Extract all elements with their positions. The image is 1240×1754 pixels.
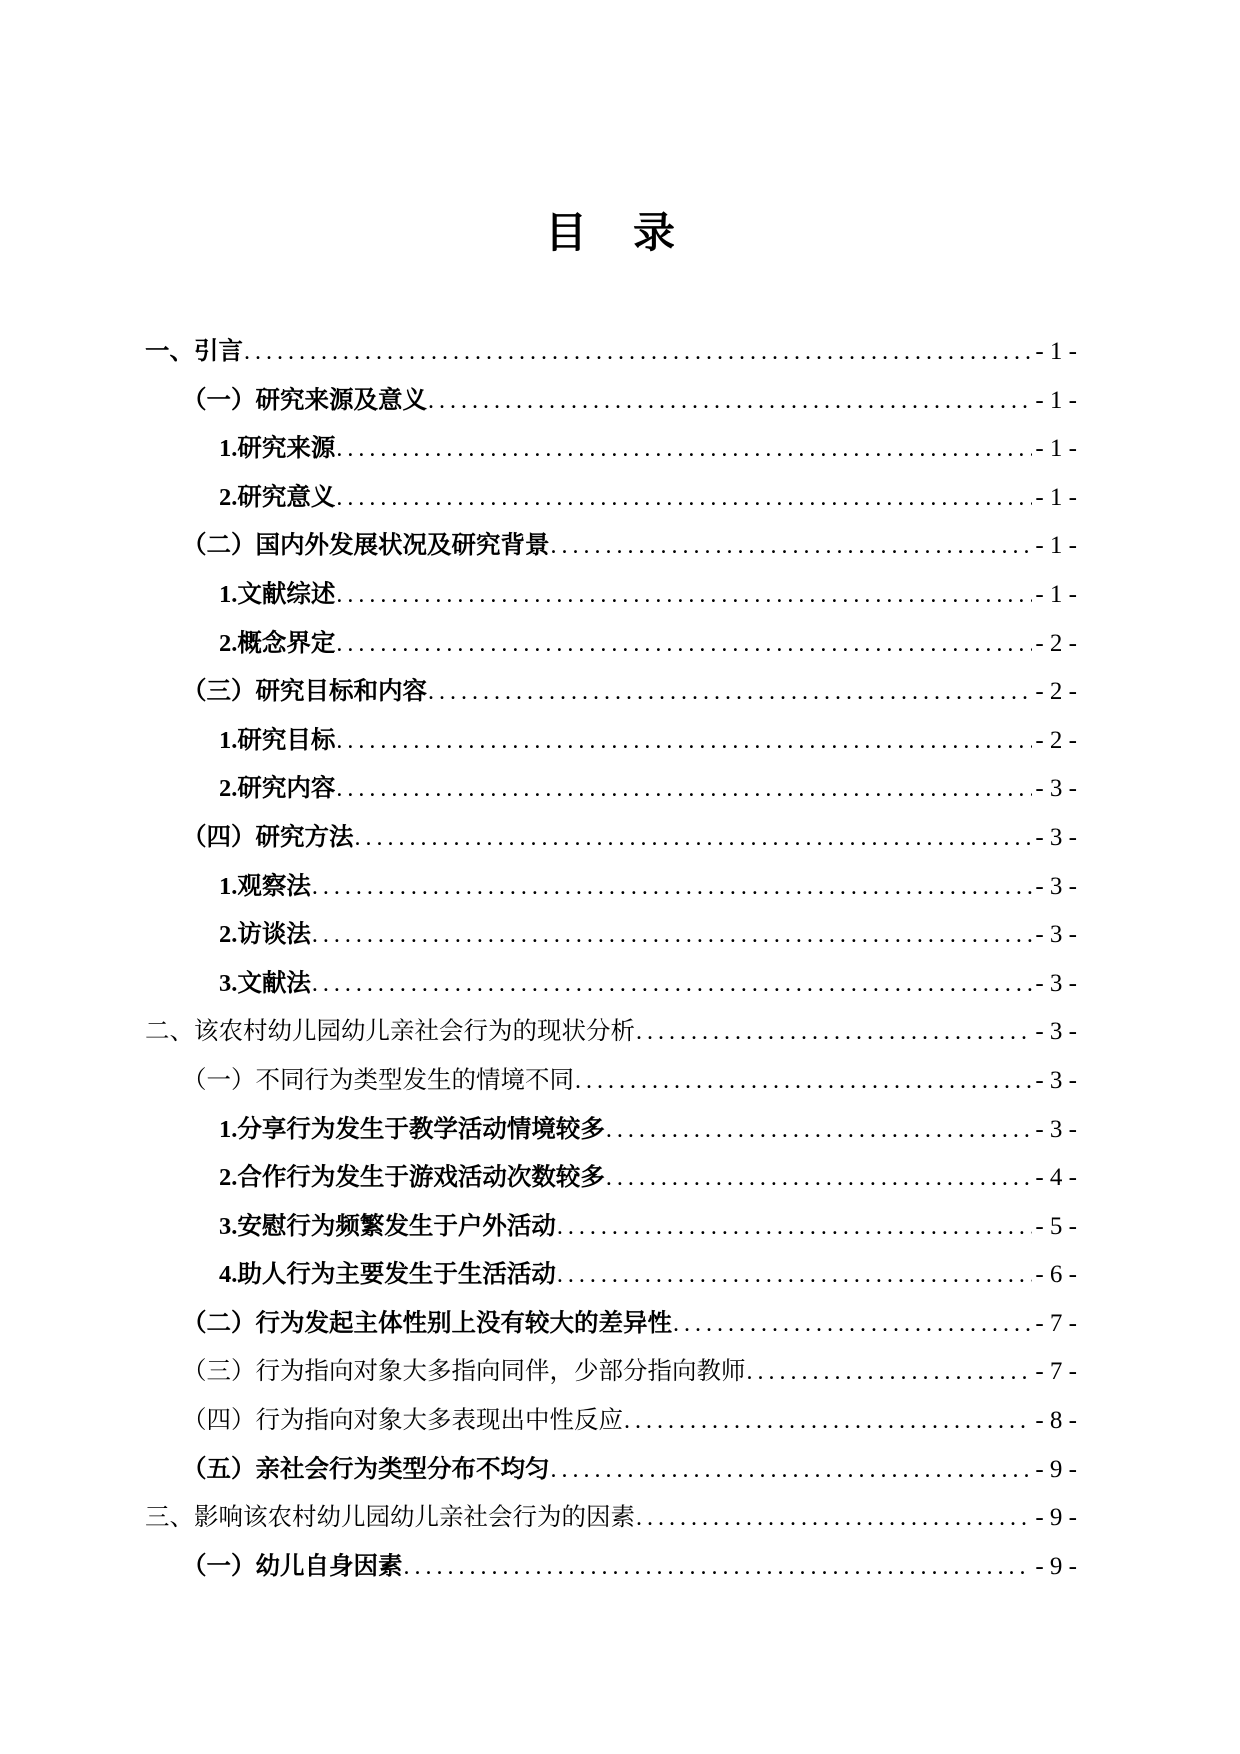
toc-entry-page: - 7 -: [1035, 1309, 1077, 1337]
toc-entry-label: （一）不同行为类型发生的情境不同: [182, 1066, 574, 1094]
toc-entry-label: 1.观察法: [219, 872, 311, 900]
toc-entry-page: - 9 -: [1035, 1455, 1077, 1483]
toc-entry-label: 1.研究来源: [219, 435, 336, 463]
toc-entry-label: 1.研究目标: [219, 726, 336, 754]
toc-entry-label: 二、该农村幼儿园幼儿亲社会行为的现状分析: [145, 1018, 635, 1046]
toc-entry: [145, 1106, 1077, 1155]
toc-leader-dots: [336, 571, 1032, 620]
toc-leader-dots: [312, 960, 1032, 1009]
toc-entry-label: 2.研究内容: [219, 775, 336, 803]
toc-entry-label: （三）行为指向对象大多指向同伴，少部分指向教师: [182, 1358, 746, 1386]
toc-entry: [145, 1446, 1077, 1495]
toc-leader-dots: [636, 1008, 1032, 1057]
toc-leader-dots: [428, 377, 1032, 426]
toc-entry: [145, 717, 1077, 766]
toc-entry: [145, 960, 1077, 1009]
toc-entry-page: - 3 -: [1035, 775, 1077, 803]
toc-entry-label: 2.概念界定: [219, 629, 336, 657]
toc-entry-page: - 2 -: [1035, 629, 1077, 657]
toc-leader-dots: [244, 328, 1032, 377]
toc-leader-dots: [551, 1446, 1033, 1495]
toc-leader-dots: [606, 1106, 1032, 1155]
toc-entry-label: 3.文献法: [219, 969, 311, 997]
toc-entry: [145, 814, 1077, 863]
toc-leader-dots: [336, 717, 1032, 766]
toc-leader-dots: [636, 1494, 1032, 1543]
toc-entry-label: （二）行为发起主体性别上没有较大的差异性: [182, 1309, 672, 1337]
toc-entry-page: - 1 -: [1035, 435, 1077, 463]
toc-entry: [145, 911, 1077, 960]
toc-leader-dots: [557, 1203, 1032, 1252]
toc-entry-page: - 1 -: [1035, 580, 1077, 608]
toc-entry: [145, 1348, 1077, 1397]
toc-leader-dots: [336, 620, 1032, 669]
toc-entry-label: （二）国内外发展状况及研究背景: [182, 532, 550, 560]
toc-entry-page: - 3 -: [1035, 1066, 1077, 1094]
toc-entry-page: - 2 -: [1035, 678, 1077, 706]
toc-leader-dots: [428, 668, 1032, 717]
toc-leader-dots: [312, 911, 1032, 960]
toc-entry-label: 三、影响该农村幼儿园幼儿亲社会行为的因素: [145, 1504, 635, 1532]
toc-entry: [145, 1203, 1077, 1252]
toc-entry-page: - 1 -: [1035, 483, 1077, 511]
toc-entry: [145, 1008, 1077, 1057]
toc-leader-dots: [575, 1057, 1032, 1106]
toc-entry: [145, 328, 1077, 377]
toc-leader-dots: [624, 1397, 1032, 1446]
toc-entry: [145, 1251, 1077, 1300]
toc-leader-dots: [551, 522, 1033, 571]
toc-entry-label: （一）研究来源及意义: [182, 386, 427, 414]
toc-entry-page: - 1 -: [1035, 386, 1077, 414]
toc-leader-dots: [312, 863, 1032, 912]
toc-title: 目 录: [544, 209, 677, 256]
toc-entry-page: - 6 -: [1035, 1261, 1077, 1289]
toc-entry-page: - 3 -: [1035, 921, 1077, 949]
toc-entry: [145, 765, 1077, 814]
toc-leader-dots: [673, 1300, 1032, 1349]
toc-leader-dots: [606, 1154, 1032, 1203]
toc-entry: [145, 1494, 1077, 1543]
toc-entry-page: - 3 -: [1035, 969, 1077, 997]
toc-entry: [145, 474, 1077, 523]
toc-entry-page: - 4 -: [1035, 1164, 1077, 1192]
toc-entry-page: - 7 -: [1035, 1358, 1077, 1386]
toc-leader-dots: [747, 1348, 1033, 1397]
toc-leader-dots: [404, 1543, 1033, 1592]
toc-entry-label: 一、引言: [145, 338, 243, 365]
toc-entry-label: （四）行为指向对象大多表现出中性反应: [182, 1407, 623, 1435]
toc-entry-page: - 8 -: [1035, 1407, 1077, 1435]
toc-entry: [145, 1057, 1077, 1106]
toc-entry-label: 2.访谈法: [219, 921, 311, 949]
toc-entry: [145, 425, 1077, 474]
toc-entry: [145, 668, 1077, 717]
toc-entry-label: （一）幼儿自身因素: [182, 1552, 403, 1580]
toc-entry: [145, 522, 1077, 571]
toc-entry-page: - 1 -: [1035, 532, 1077, 560]
toc-entry-page: - 3 -: [1035, 1018, 1077, 1046]
toc-entry-page: - 9 -: [1035, 1504, 1077, 1532]
toc-entry: [145, 863, 1077, 912]
toc-entry-label: 2.合作行为发生于游戏活动次数较多: [219, 1164, 605, 1192]
toc-entry-page: - 3 -: [1035, 872, 1077, 900]
toc-leader-dots: [336, 425, 1032, 474]
toc-entry-label: 1.文献综述: [219, 580, 336, 608]
toc-entry-label: 3.安慰行为频繁发生于户外活动: [219, 1212, 556, 1240]
toc-entry: [145, 1300, 1077, 1349]
toc-list: [145, 328, 1077, 1591]
toc-leader-dots: [336, 474, 1032, 523]
toc-entry-page: - 2 -: [1035, 726, 1077, 754]
toc-entry-page: - 1 -: [1035, 338, 1077, 365]
toc-entry: [145, 377, 1077, 426]
toc-entry-page: - 3 -: [1035, 1115, 1077, 1143]
toc-leader-dots: [355, 814, 1033, 863]
toc-leader-dots: [336, 765, 1032, 814]
toc-entry-label: 2.研究意义: [219, 483, 336, 511]
toc-entry: [145, 1543, 1077, 1592]
toc-entry: [145, 1154, 1077, 1203]
toc-entry-page: - 5 -: [1035, 1212, 1077, 1240]
toc-entry: [145, 620, 1077, 669]
toc-entry: [145, 571, 1077, 620]
toc-entry-label: （四）研究方法: [182, 823, 354, 851]
toc-entry-page: - 3 -: [1035, 823, 1077, 851]
toc-entry: [145, 1397, 1077, 1446]
toc-entry-label: （五）亲社会行为类型分布不均匀: [182, 1455, 550, 1483]
toc-entry-label: 4.助人行为主要发生于生活活动: [219, 1261, 556, 1289]
toc-entry-label: 1.分享行为发生于教学活动情境较多: [219, 1115, 605, 1143]
toc-entry-page: - 9 -: [1035, 1552, 1077, 1580]
toc-entry-label: （三）研究目标和内容: [182, 678, 427, 706]
toc-leader-dots: [557, 1251, 1032, 1300]
